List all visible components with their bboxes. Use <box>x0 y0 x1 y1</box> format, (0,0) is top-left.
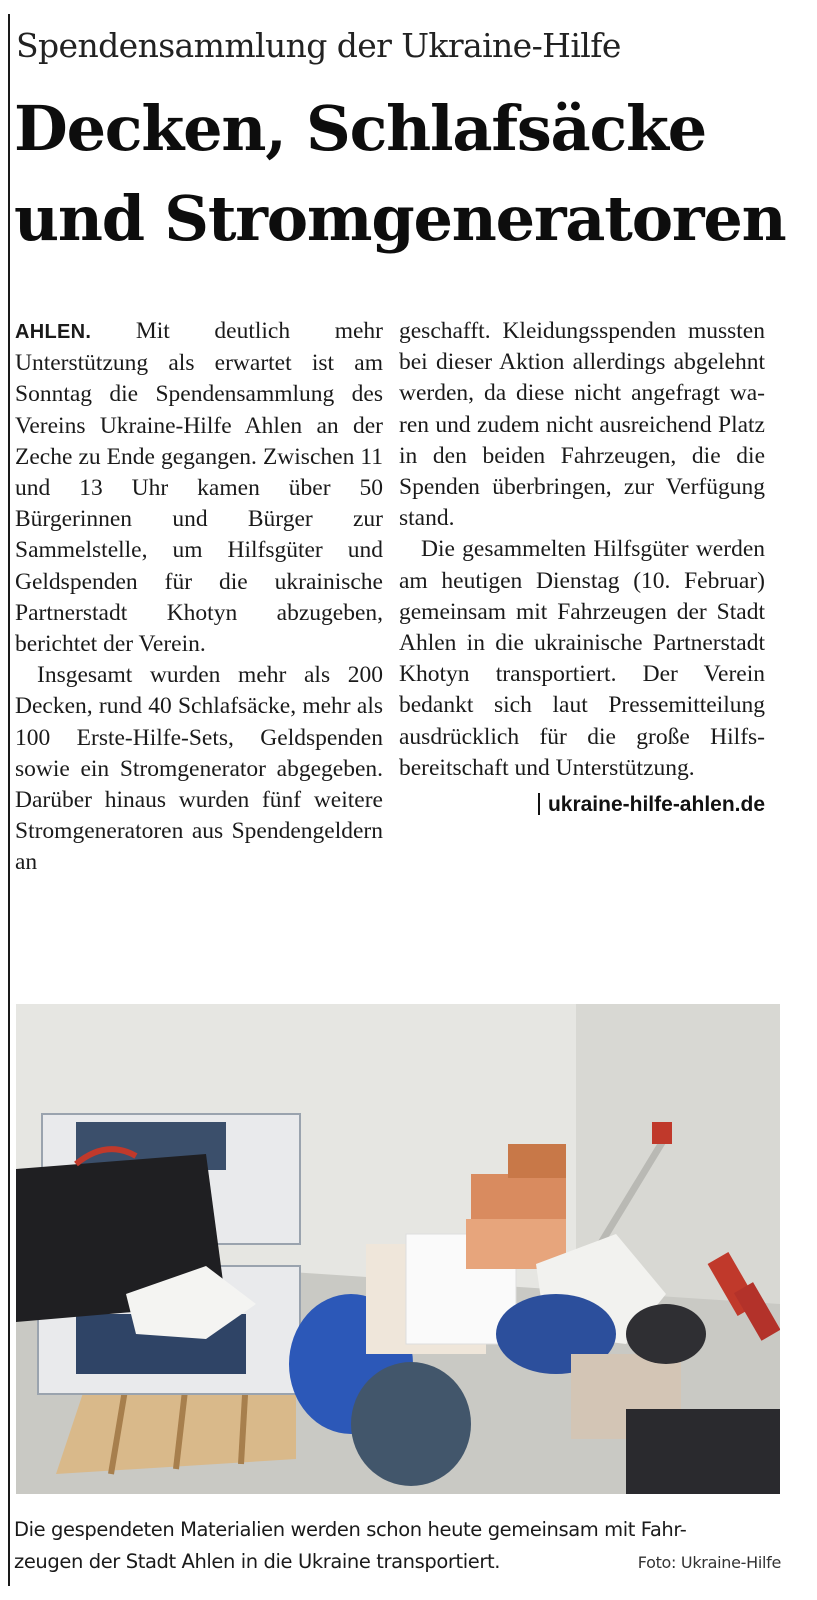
caption-line-1: Die gespendeten Materialien werden schon heute gemeinsam mit Fahr- <box>14 1518 687 1541</box>
paragraph-text: Mit deutlich mehr Unterstützung als erwartet ist am Sonntag die Spendensammlung des Vereins Ukraine-Hilfe Ahlen an der Zeche zu Ende gegangen. Zwischen 11 und 13 Uhr kamen über 50 Bürgerinnen und Bürger zur Sammelstelle, um Hilfsgüter und Geldspenden für die ukrainische Partnerstadt Khotyn abzugeben, berichtet der Verein. <box>15 318 383 658</box>
article-column-right <box>399 316 765 820</box>
article-paragraph: geschafft. Kleidungsspenden mussten bei dieser Aktion allerdings abgelehnt werden, da diese nicht angefragt waren und zudem nicht ausreichend Platz in den beiden Fahrzeugen, die die Spenden überbringen, zur Verfügung stand. <box>399 318 765 532</box>
source-reference <box>399 790 765 820</box>
article-headline <box>14 84 794 264</box>
photo-grey-sack <box>351 1362 471 1486</box>
headline-line-1: Decken, Schlafsäcke <box>14 92 707 165</box>
photo-small-box <box>471 1174 566 1222</box>
photo-valve <box>652 1122 672 1144</box>
photo-dark-case <box>626 1409 780 1494</box>
left-column-rule <box>8 14 10 1586</box>
article-kicker: Spendensammlung der Ukraine-Hilfe <box>16 26 621 65</box>
donations-photo-illustration <box>16 1004 780 1494</box>
article-paragraph: Die gesammelten Hilfsgüter werden am heutigen Dienstag (10. Februar) gemeinsam mit Fahrzeugen der Stadt Ahlen in die ukrainische Partnerstadt Khotyn transportiert. Der Verein bedankt sich laut Pressemitteilung ausdrücklich für die große Hilfsbereitschaft und Unterstützung. <box>399 536 765 781</box>
article-paragraph: Insgesamt wurden mehr als 200 Decken, rund 40 Schlafsäcke, mehr als 100 Erste-Hilfe-Sets, Geldspenden sowie ein Stromgenerator abgegeben. Darüber hinaus wurden fünf weitere Stromgeneratoren aus Spendengeldern an <box>15 662 383 876</box>
caption-line-2: zeugen der Stadt Ahlen in die Ukraine transportiert. <box>14 1550 501 1573</box>
article-photo <box>16 1004 780 1494</box>
photo-dark-bag <box>626 1304 706 1364</box>
headline-line-2: und Stromgeneratoren <box>14 182 786 255</box>
source-url: ukraine-hilfe-ahlen.de <box>547 793 765 817</box>
source-bar <box>538 793 540 815</box>
article-column-left <box>15 316 383 879</box>
photo-small-box <box>508 1144 566 1178</box>
article-paragraph <box>15 316 383 660</box>
photo-credit: Foto: Ukraine-Hilfe <box>637 1553 781 1572</box>
dateline: AHLEN. <box>15 321 92 343</box>
